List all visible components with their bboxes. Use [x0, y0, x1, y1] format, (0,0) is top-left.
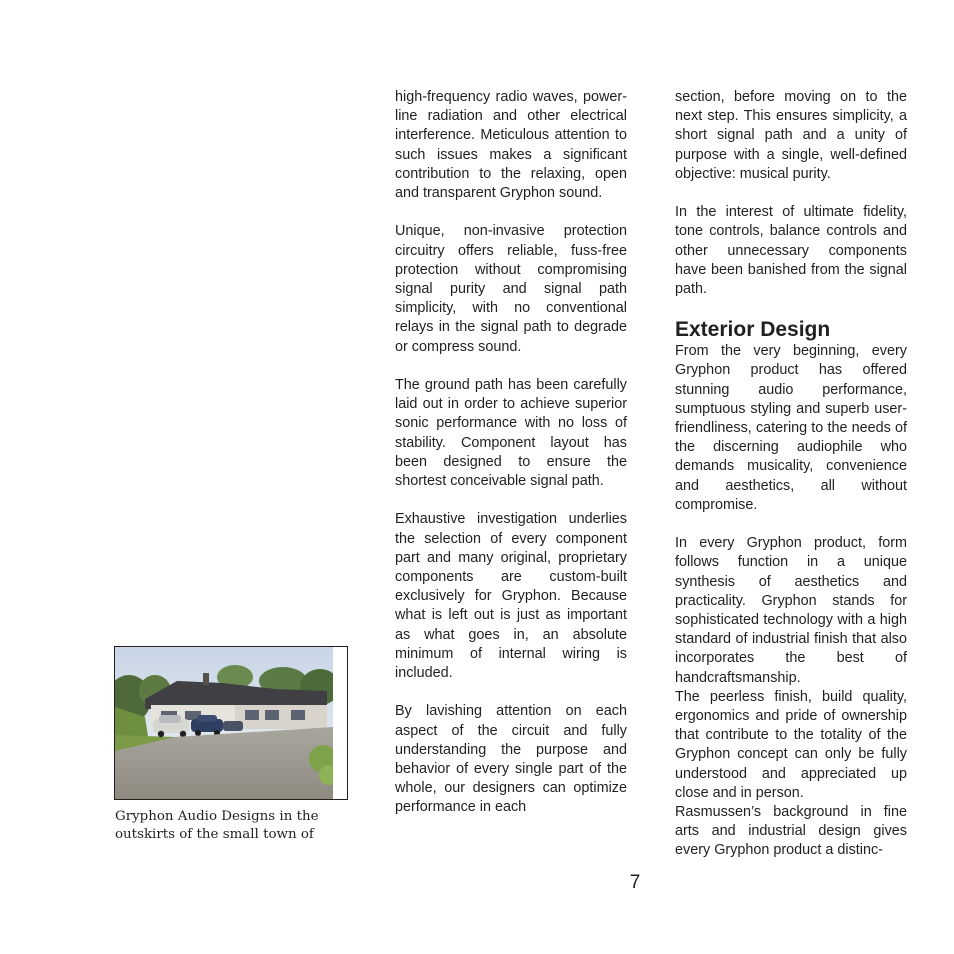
body-paragraph: In every Gryphon product, form follows function in a unique synthesis of aesthetics and practicality. Gryphon stands for sophisticated technology with a high standard of industrial finish that also incorporates the best of handcraftsmanship. [675, 535, 907, 686]
building-photo-frame [114, 646, 348, 800]
body-paragraph: high-frequency radio waves, power-line radiation and other electrical interference. Meticulous attention to such issues makes a significant contribution to the relaxing, open and transparent Gryphon sound. [395, 89, 627, 202]
body-paragraph: Exhaustive investigation underlies the selection of every component part and many original, proprietary components are custom-built exclusively for Gryphon. Because what is left out is just as important as what goes in, an absolute minimum of internal wiring is included. [395, 511, 627, 682]
page-number: 7 [629, 872, 641, 893]
body-paragraph: The peerless finish, build quality, ergonomics and pride of ownership that contribute to the totality of the Gryphon concept can only be fully understood and appreciated up close and in person. [675, 688, 907, 801]
body-paragraph: Unique, non-invasive protection circuitry offers reliable, fuss-free protection without compromising signal purity and signal path simplicity, with no conventional relays in the signal path to degrade or compress sound. [395, 223, 627, 355]
photo-caption: Gryphon Audio Designs in the outskirts of the small town of [115, 809, 319, 842]
section-heading: Exterior Design [675, 318, 831, 342]
building-photo [115, 647, 333, 799]
body-paragraph: The ground path has been carefully laid out in order to achieve superior sonic performance with no loss of stability. Component layout has been designed to ensure the shortest conceivable signal path. [395, 377, 627, 490]
body-paragraph: Rasmussen’s background in fine arts and industrial design gives every Gryphon product a distinc- [675, 804, 907, 859]
body-paragraph: In the interest of ultimate fidelity, tone controls, balance controls and other unnecessary components have been banished from the signal path. [675, 204, 907, 298]
body-paragraph: By lavishing attention on each aspect of the circuit and fully understanding the purpose and behavior of every single part of the whole, our designers can optimize performance in each [395, 703, 627, 816]
body-paragraph: section, before moving on to the next step. This ensures simplicity, a short signal path and a unity of purpose with a single, well-defined objective: musical purity. [675, 89, 907, 182]
text-column-middle [395, 88, 627, 818]
body-paragraph: From the very beginning, every Gryphon product has offered stunning audio performance, sumptuous styling and superb user-friendliness, catering to the needs of the discerning audiophile who demands musicality, convenience and aesthetics, all without compromise. [675, 343, 907, 513]
text-column-right [675, 88, 907, 861]
